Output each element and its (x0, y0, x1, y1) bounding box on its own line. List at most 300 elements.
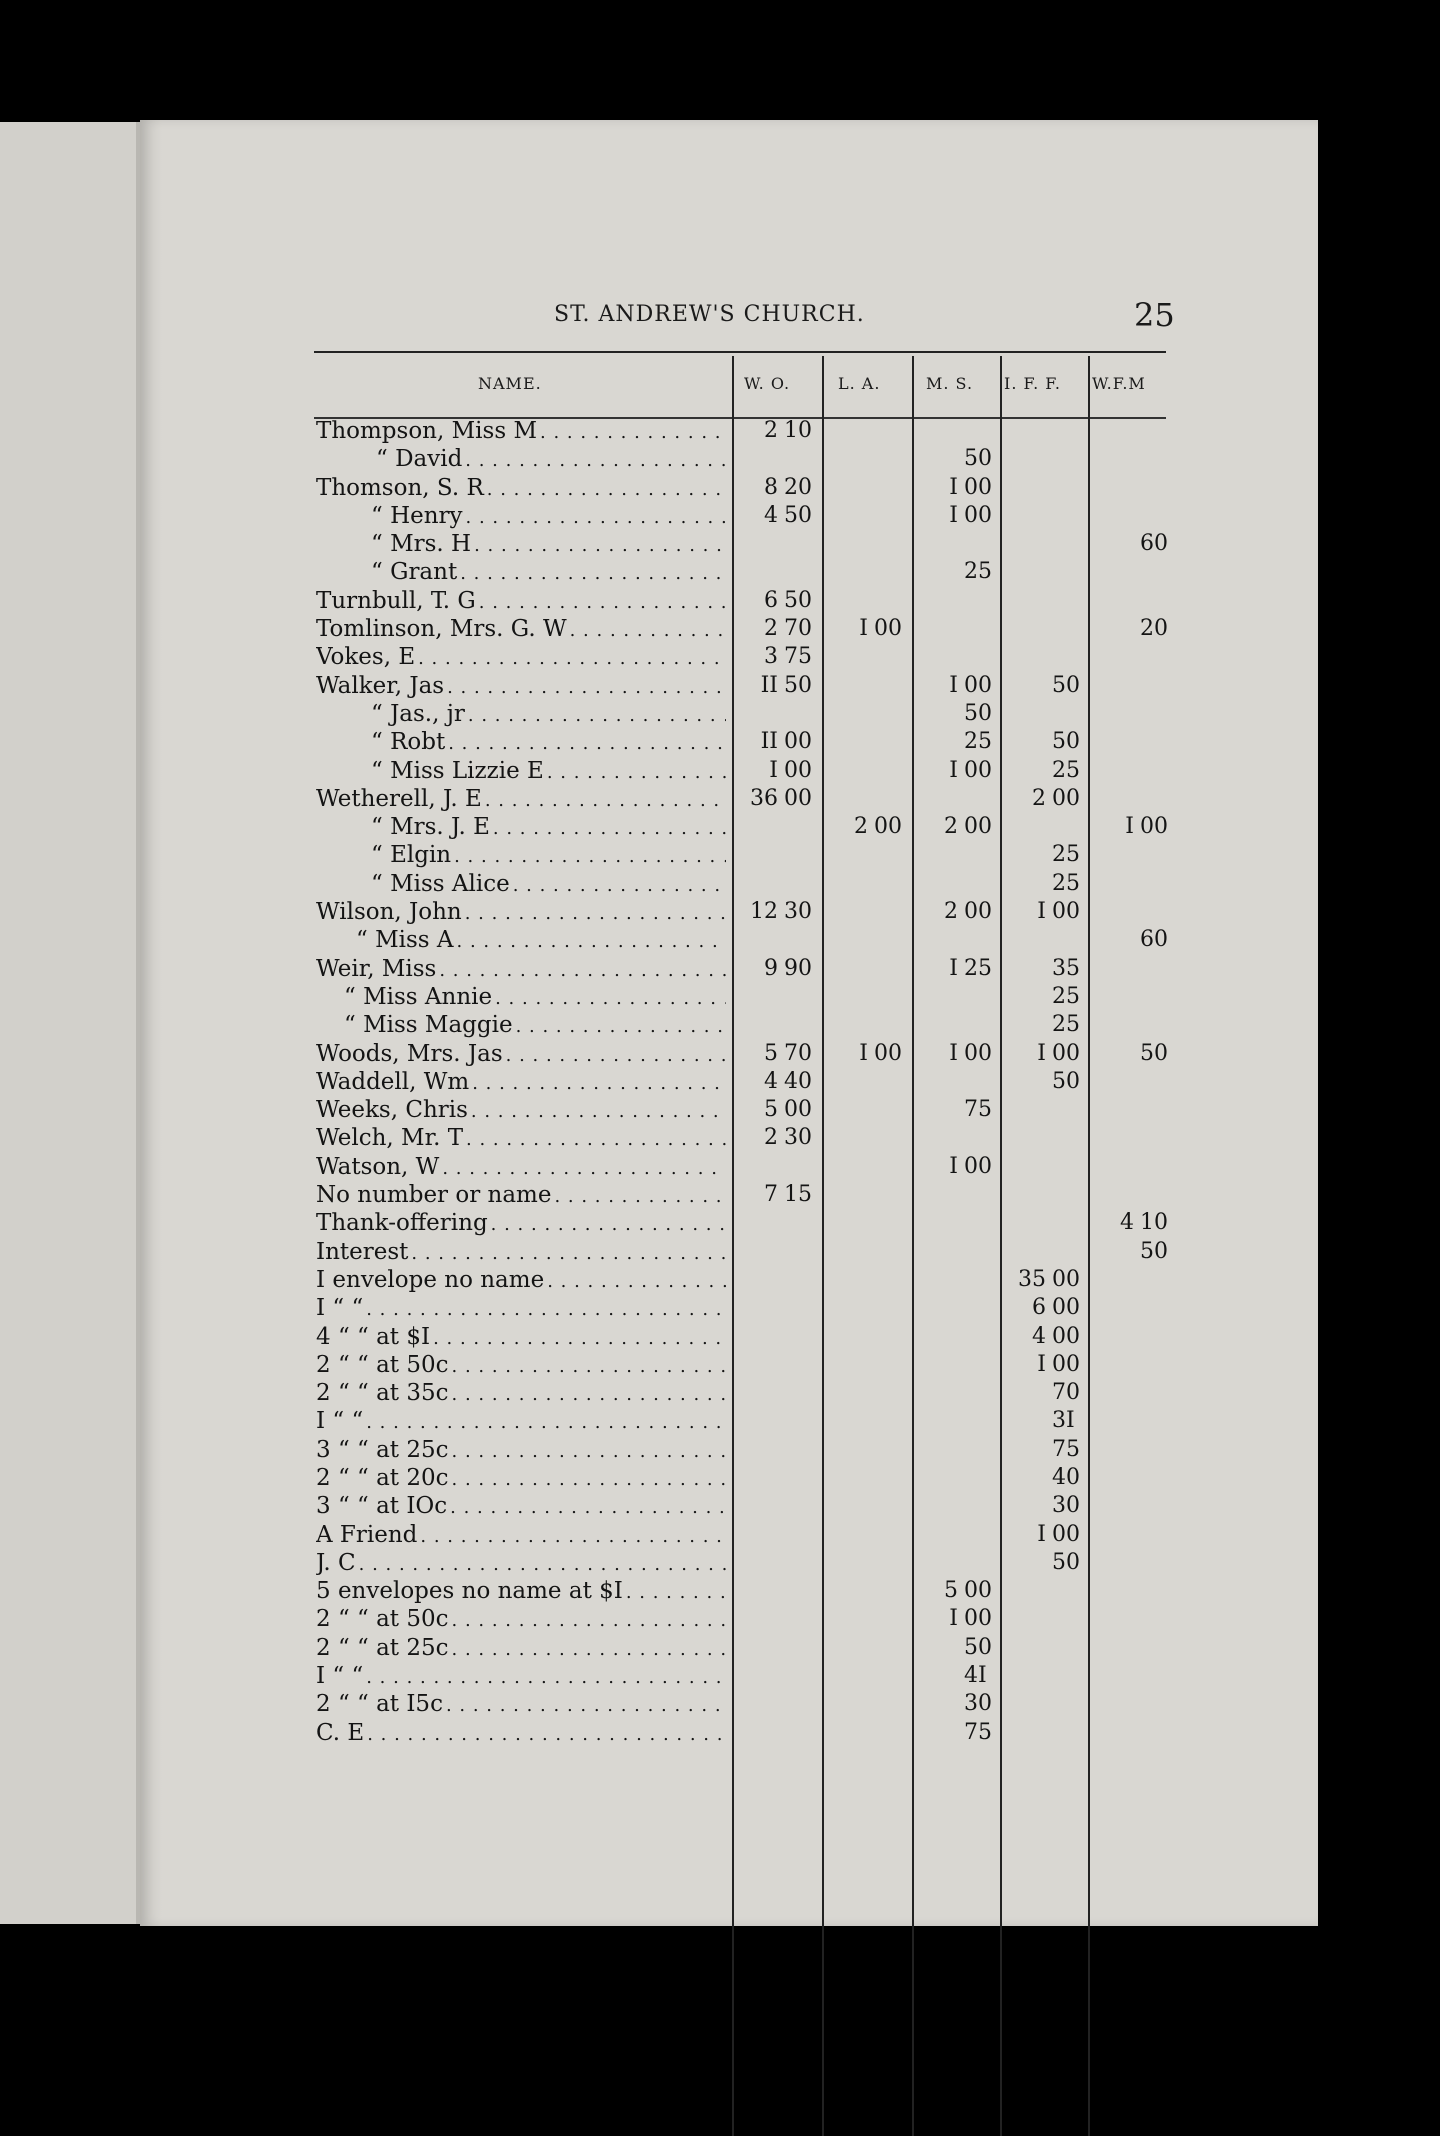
table-row (0, 1182, 1440, 1210)
table-row (0, 588, 1440, 616)
cents: 00 (964, 814, 992, 840)
amount-wo (736, 1097, 818, 1122)
dollars: I (1037, 899, 1046, 925)
table-row (0, 1550, 1440, 1578)
dot-leader (420, 1522, 726, 1548)
contributor-name: 4 “ “ at $I (316, 1323, 431, 1350)
cents: 00 (964, 757, 992, 783)
amount-iff (1004, 1522, 1086, 1547)
dot-leader (442, 1154, 726, 1180)
amount-ms (916, 475, 998, 500)
dollars: I (1037, 1351, 1046, 1377)
contributor-name: 2 “ “ at 50c (316, 1351, 449, 1378)
dot-leader (547, 758, 726, 784)
table-row (0, 1720, 1440, 1748)
amount-iff (1004, 1267, 1086, 1292)
row-name-cell (316, 1720, 726, 1746)
table-row (0, 559, 1440, 587)
cents: 00 (964, 1578, 992, 1604)
cents: 3I (1052, 1408, 1075, 1434)
ledger-table (0, 418, 1440, 1748)
dollars: I (949, 1153, 958, 1179)
row-name-cell (316, 1012, 726, 1038)
table-row (0, 814, 1440, 842)
amount-iff (1004, 871, 1086, 896)
dollars: II (760, 729, 778, 755)
cents: 30 (1052, 1493, 1080, 1519)
cents: 75 (1052, 1436, 1080, 1462)
dot-leader (367, 1720, 726, 1746)
dot-leader (474, 531, 726, 557)
row-name-cell (316, 1691, 726, 1717)
row-name-cell (316, 1125, 726, 1151)
cents: 25 (1052, 842, 1080, 868)
contributor-name: J. C (316, 1549, 356, 1576)
amount-wfm (1092, 814, 1174, 839)
amount-iff (1004, 786, 1086, 811)
column-header-iff: I. F. F. (1004, 374, 1061, 393)
amount-ms (916, 701, 998, 726)
dot-leader (554, 1182, 726, 1208)
table-row (0, 1522, 1440, 1550)
table-row (0, 1069, 1440, 1097)
contributor-name: “ Elgin (371, 842, 452, 869)
cents: 50 (1140, 1040, 1168, 1066)
row-name-cell (316, 1154, 726, 1180)
contributor-name: I “ “ (316, 1663, 364, 1690)
cents: 25 (964, 955, 992, 981)
amount-wfm (1092, 1041, 1174, 1066)
amount-wo (736, 1069, 818, 1094)
amount-iff (1004, 1465, 1086, 1490)
row-name-cell (316, 1437, 726, 1463)
cents: 00 (1052, 1521, 1080, 1547)
table-row (0, 531, 1440, 559)
contributor-name: Wilson, John (316, 899, 462, 926)
row-name-cell (316, 531, 726, 557)
row-name-cell (316, 1663, 726, 1689)
row-name-cell (316, 559, 726, 585)
contributor-name: Thank-offering (316, 1210, 488, 1237)
cents: 50 (784, 672, 812, 698)
table-row (0, 1380, 1440, 1408)
table-row (0, 758, 1440, 786)
dot-leader (479, 588, 726, 614)
cents: 00 (1052, 1351, 1080, 1377)
contributor-name: I envelope no name (316, 1266, 545, 1293)
cents: 70 (784, 1040, 812, 1066)
dot-leader (418, 644, 726, 670)
amount-wo (736, 1041, 818, 1066)
page-title: ST. ANDREW'S CHURCH. (554, 302, 865, 327)
table-row (0, 984, 1440, 1012)
table-row (0, 1465, 1440, 1493)
amount-wfm (1092, 1239, 1174, 1264)
row-name-cell (316, 503, 726, 529)
row-name-cell (316, 1182, 726, 1208)
dollars: 35 (1018, 1266, 1046, 1292)
contributor-name: Welch, Mr. T (316, 1125, 464, 1152)
dot-leader (452, 1437, 727, 1463)
row-name-cell (316, 1352, 726, 1378)
contributor-name: “ Miss Lizzie E (371, 757, 544, 784)
row-name-cell (316, 475, 726, 501)
dollars: II (760, 672, 778, 698)
contributor-name: 2 “ “ at 20c (316, 1464, 449, 1491)
cents: 30 (964, 1691, 992, 1717)
contributor-name: “ Robt (371, 729, 446, 756)
dollars: 12 (750, 899, 778, 925)
amount-iff (1004, 758, 1086, 783)
table-row (0, 1493, 1440, 1521)
dollars: 4 (1120, 1210, 1134, 1236)
dot-leader (452, 1635, 727, 1661)
cents: 25 (1052, 983, 1080, 1009)
cents: 75 (964, 1719, 992, 1745)
dot-leader (540, 418, 726, 444)
dot-leader (547, 1267, 726, 1293)
contributor-name: Waddell, Wm (316, 1068, 470, 1095)
cents: 00 (784, 729, 812, 755)
dollars: 2 (1032, 785, 1046, 811)
dollars: I (1037, 1521, 1046, 1547)
dot-leader (471, 1097, 726, 1123)
row-name-cell (316, 1267, 726, 1293)
row-name-cell (316, 1606, 726, 1632)
cents: 25 (1052, 870, 1080, 896)
row-name-cell (316, 1465, 726, 1491)
table-row (0, 1295, 1440, 1323)
dollars: I (949, 955, 958, 981)
cents: 20 (784, 474, 812, 500)
contributor-name: 2 “ “ at 50c (316, 1606, 449, 1633)
amount-ms (916, 1606, 998, 1631)
contributor-name: “ Miss Annie (344, 983, 493, 1010)
cents: 25 (1052, 757, 1080, 783)
dot-leader (466, 1125, 726, 1151)
contributor-name: C. E (316, 1719, 365, 1746)
contributor-name: Weir, Miss (316, 955, 437, 982)
amount-iff (1004, 729, 1086, 754)
amount-iff (1004, 1069, 1086, 1094)
row-name-cell (316, 984, 726, 1010)
amount-iff (1004, 1324, 1086, 1349)
amount-iff (1004, 1550, 1086, 1575)
amount-iff (1004, 899, 1086, 924)
dollars: 6 (764, 587, 778, 613)
table-row (0, 1154, 1440, 1182)
amount-iff (1004, 1352, 1086, 1377)
contributor-name: Turnbull, T. G (316, 587, 476, 614)
row-name-cell (316, 588, 726, 614)
row-name-cell (316, 446, 726, 472)
amount-ms (916, 1097, 998, 1122)
cents: 00 (1052, 785, 1080, 811)
cents: 25 (1052, 1012, 1080, 1038)
table-row (0, 1267, 1440, 1295)
cents: 70 (784, 616, 812, 642)
row-name-cell (316, 758, 726, 784)
cents: 00 (1052, 1323, 1080, 1349)
contributor-name: “ Grant (371, 559, 458, 586)
dot-leader (513, 871, 726, 897)
row-name-cell (316, 1295, 726, 1321)
amount-ms (916, 673, 998, 698)
table-row (0, 418, 1440, 446)
table-row (0, 673, 1440, 701)
table-row (0, 1239, 1440, 1267)
contributor-name: Tomlinson, Mrs. G. W (316, 616, 567, 643)
cents: 50 (784, 587, 812, 613)
column-header-wo: W. O. (744, 374, 791, 393)
row-name-cell (316, 418, 726, 444)
cents: 40 (1052, 1464, 1080, 1490)
dollars: I (949, 757, 958, 783)
contributor-name: 5 envelopes no name at $I (316, 1578, 623, 1605)
dollars: 7 (764, 1182, 778, 1208)
amount-wo (736, 786, 818, 811)
contributor-name: Thomson, S. R (316, 474, 484, 501)
dollars: 5 (764, 1097, 778, 1123)
cents: 75 (964, 1097, 992, 1123)
dot-leader (452, 1380, 727, 1406)
amount-wo (736, 1182, 818, 1207)
table-row (0, 1210, 1440, 1238)
column-header-wfm: W.F.M (1092, 374, 1146, 393)
row-name-cell (316, 729, 726, 755)
dollars: 5 (944, 1578, 958, 1604)
dot-leader (448, 729, 726, 755)
amount-iff (1004, 1380, 1086, 1405)
cents: 10 (1140, 1210, 1168, 1236)
cents: 00 (784, 757, 812, 783)
contributor-name: “ Henry (371, 502, 463, 529)
dollars: 6 (1032, 1295, 1046, 1321)
dot-leader (465, 899, 726, 925)
contributor-name: I “ “ (316, 1295, 364, 1322)
amount-iff (1004, 1041, 1086, 1066)
dot-leader (465, 446, 726, 472)
amount-la (826, 616, 908, 641)
dot-leader (446, 1691, 726, 1717)
row-name-cell (316, 1097, 726, 1123)
cents: 00 (964, 1040, 992, 1066)
dollars: I (949, 474, 958, 500)
row-name-cell (316, 1493, 726, 1519)
cents: 20 (1140, 616, 1168, 642)
dot-leader (452, 1606, 727, 1632)
table-row (0, 701, 1440, 729)
row-name-cell (316, 1324, 726, 1350)
amount-ms (916, 1041, 998, 1066)
dollars: 4 (764, 1068, 778, 1094)
table-row (0, 899, 1440, 927)
amount-iff (1004, 1408, 1086, 1433)
dollars: 2 (854, 814, 868, 840)
amount-iff (1004, 1493, 1086, 1518)
cents: 90 (784, 955, 812, 981)
amount-iff (1004, 842, 1086, 867)
dot-leader (495, 984, 726, 1010)
dot-leader (626, 1578, 726, 1604)
dot-leader (450, 1493, 726, 1519)
cents: 00 (784, 1097, 812, 1123)
dollars: I (949, 1606, 958, 1632)
contributor-name: Watson, W (316, 1153, 440, 1180)
amount-wo (736, 729, 818, 754)
dollars: I (769, 757, 778, 783)
cents: 00 (964, 502, 992, 528)
table-row (0, 644, 1440, 672)
dot-leader (468, 701, 726, 727)
row-name-cell (316, 1408, 726, 1434)
table-row (0, 729, 1440, 757)
contributor-name: “ David (376, 446, 463, 473)
amount-iff (1004, 956, 1086, 981)
cents: 50 (1052, 1068, 1080, 1094)
table-row (0, 1041, 1440, 1069)
table-row (0, 956, 1440, 984)
table-row (0, 871, 1440, 899)
contributor-name: “ Mrs. H (371, 531, 472, 558)
table-row (0, 446, 1440, 474)
cents: 50 (1052, 1549, 1080, 1575)
column-header-ms: M. S. (926, 374, 974, 393)
cents: 00 (874, 814, 902, 840)
contributor-name: Wetherell, J. E (316, 785, 482, 812)
row-name-cell (316, 814, 726, 840)
cents: 00 (964, 474, 992, 500)
contributor-name: No number or name (316, 1182, 552, 1209)
contributor-name: 2 “ “ at I5c (316, 1691, 443, 1718)
dot-leader (439, 956, 726, 982)
cents: 4I (964, 1663, 987, 1689)
amount-ms (916, 1578, 998, 1603)
row-name-cell (316, 899, 726, 925)
table-row (0, 503, 1440, 531)
row-name-cell (316, 1578, 726, 1604)
row-name-cell (316, 1069, 726, 1095)
contributor-name: Interest (316, 1238, 409, 1265)
table-row (0, 1352, 1440, 1380)
amount-wfm (1092, 616, 1174, 641)
contributor-name: “ Miss A (356, 927, 454, 954)
cents: 25 (964, 729, 992, 755)
dollars: I (859, 616, 868, 642)
dollars: I (949, 502, 958, 528)
cents: 00 (1140, 814, 1168, 840)
dollars: 3 (764, 644, 778, 670)
dot-leader (460, 559, 726, 585)
row-name-cell (316, 1635, 726, 1661)
contributor-name: A Friend (316, 1521, 418, 1548)
dollars: 4 (1032, 1323, 1046, 1349)
table-row (0, 1097, 1440, 1125)
contributor-name: I “ “ (316, 1408, 364, 1435)
amount-iff (1004, 1012, 1086, 1037)
amount-ms (916, 814, 998, 839)
contributor-name: 3 “ “ at 25c (316, 1436, 449, 1463)
contributor-name: 3 “ “ at IOc (316, 1493, 448, 1520)
dot-leader (472, 1069, 726, 1095)
dollars: 2 (764, 616, 778, 642)
page-number: 25 (1134, 296, 1175, 334)
dot-leader (457, 927, 726, 953)
amount-wo (736, 503, 818, 528)
dot-leader (366, 1408, 726, 1434)
table-row (0, 1125, 1440, 1153)
amount-ms (916, 956, 998, 981)
contributor-name: “ Jas., jr (371, 700, 465, 727)
amount-wfm (1092, 531, 1174, 556)
dollars: I (1125, 814, 1134, 840)
amount-ms (916, 559, 998, 584)
cents: 00 (964, 672, 992, 698)
cents: 30 (784, 1125, 812, 1151)
amount-ms (916, 503, 998, 528)
cents: 70 (1052, 1380, 1080, 1406)
amount-wfm (1092, 1210, 1174, 1235)
dot-leader (506, 1041, 726, 1067)
dollars: 2 (944, 899, 958, 925)
dot-leader (359, 1550, 726, 1576)
row-name-cell (316, 956, 726, 982)
row-name-cell (316, 927, 726, 953)
contributor-name: Vokes, E (316, 644, 416, 671)
amount-wo (736, 758, 818, 783)
dot-leader (466, 503, 726, 529)
row-name-cell (316, 1239, 726, 1265)
table-row (0, 475, 1440, 503)
row-name-cell (316, 644, 726, 670)
contributor-name: Thompson, Miss M (316, 418, 537, 444)
dollars: I (949, 672, 958, 698)
row-name-cell (316, 1210, 726, 1236)
dollars: 2 (764, 1125, 778, 1151)
table-row (0, 1437, 1440, 1465)
table-row (0, 1012, 1440, 1040)
amount-ms (916, 1691, 998, 1716)
cents: 60 (1140, 531, 1168, 557)
contributor-name: Weeks, Chris (316, 1097, 468, 1124)
dollars: 2 (764, 418, 778, 443)
dollars: 2 (944, 814, 958, 840)
cents: 00 (874, 1040, 902, 1066)
amount-wfm (1092, 927, 1174, 952)
amount-ms (916, 758, 998, 783)
dot-leader (447, 673, 726, 699)
cents: 00 (784, 785, 812, 811)
dot-leader (366, 1295, 726, 1321)
cents: 00 (1052, 1295, 1080, 1321)
table-row (0, 616, 1440, 644)
amount-ms (916, 446, 998, 471)
table-row (0, 1324, 1440, 1352)
contributor-name: Woods, Mrs. Jas (316, 1040, 503, 1067)
amount-ms (916, 1663, 998, 1688)
contributor-name: “ Miss Maggie (344, 1012, 513, 1039)
cents: 10 (784, 418, 812, 443)
amount-iff (1004, 984, 1086, 1009)
cents: 60 (1140, 927, 1168, 953)
amount-wo (736, 475, 818, 500)
row-name-cell (316, 1522, 726, 1548)
amount-ms (916, 899, 998, 924)
dot-leader (452, 1465, 727, 1491)
cents: 50 (1052, 729, 1080, 755)
amount-wo (736, 673, 818, 698)
dot-leader (454, 842, 726, 868)
